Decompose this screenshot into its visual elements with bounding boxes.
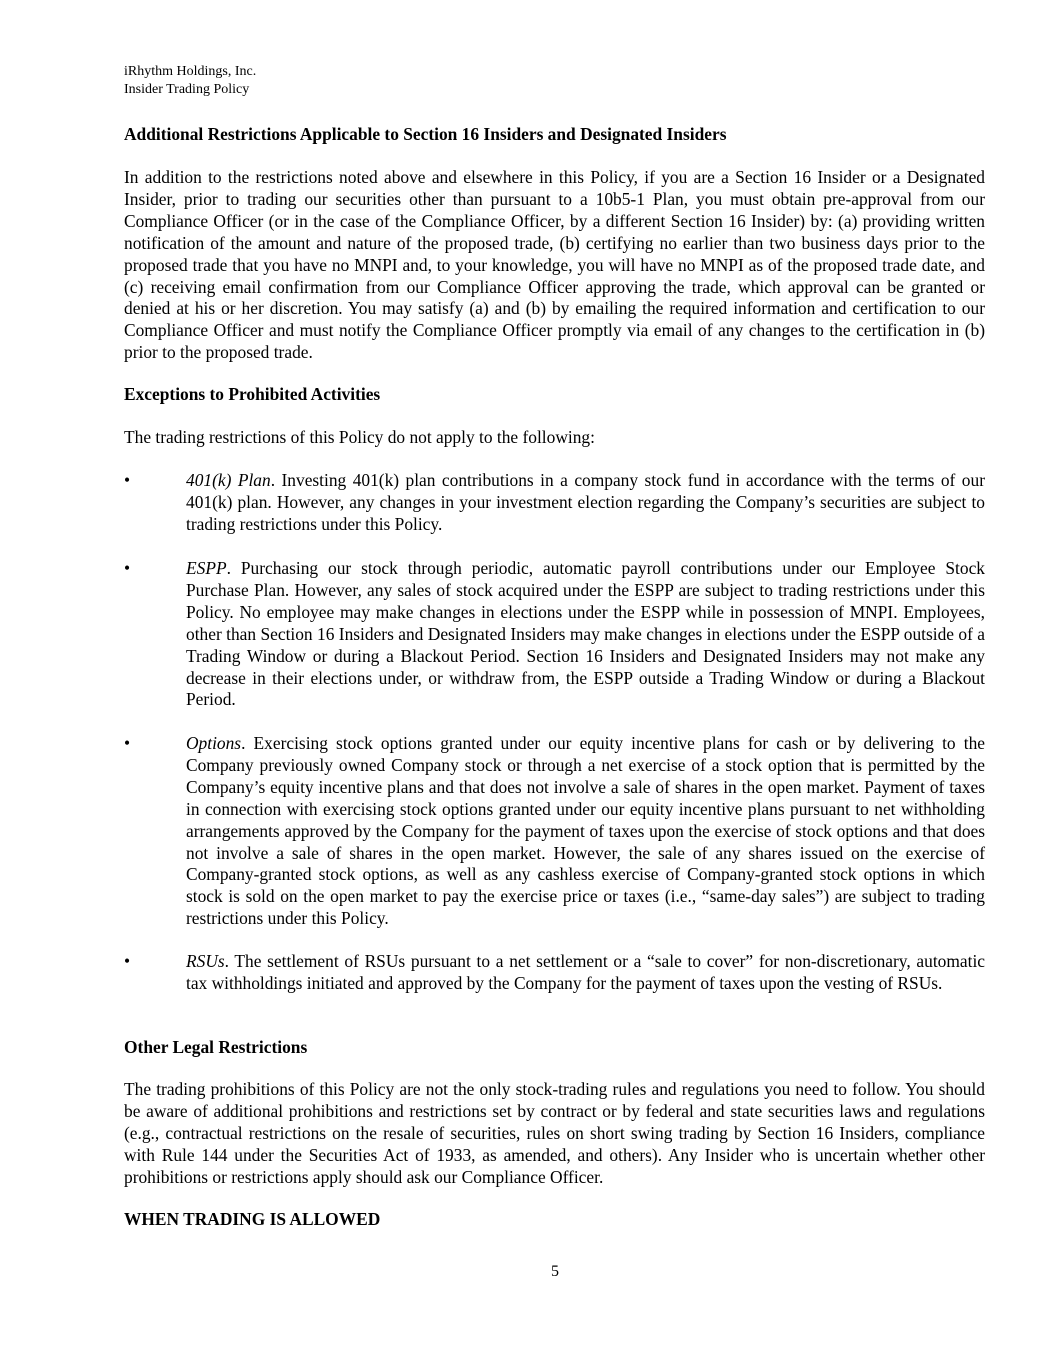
- paragraph-additional-restrictions: In addition to the restrictions noted above and elsewhere in this Policy, if you are a Section 16 Insider or a Designated Insider, prior to trading our securities other than pursuant to a 10b5-1 Plan, you must obtain pre-approval from our Compliance Officer (or in the case of the Compliance Officer, by a different Section 16 Insider) by: (a) providing written notification of the amount and nature of the proposed trade, (b) certifying no earlier than two business days prior to the proposed trade that you have no MNPI and, to your knowledge, you will have no MNPI as of the proposed trade date, and (c) receiving email confirmation from our Compliance Officer approving the trade, which approval can be granted or denied at his or her discretion. You may satisfy (a) and (b) by emailing the required information and certification to our Compliance Officer and must notify the Compliance Officer promptly via email of any changes to the certification in (b) prior to the proposed trade.: [124, 167, 985, 363]
- header-company: iRhythm Holdings, Inc.: [124, 64, 257, 79]
- term: ESPP: [186, 558, 227, 578]
- paragraph-other-legal-restrictions: The trading prohibitions of this Policy are not the only stock-trading rules and regulations you need to follow. You should be aware of additional prohibitions and restrictions set by contract or by federal and state securities laws and regulations (e.g., contractual restrictions on the resale of securities, rules on short swing trading by Section 16 Insiders, compliance with Rule 144 under the Securities Act of 1933, as amended, and others). Any Insider who is uncertain whether other prohibitions or restrictions apply should ask our Compliance Officer.: [124, 1079, 985, 1187]
- heading-additional-restrictions: Additional Restrictions Applicable to Section 16 Insiders and Designated Insiders: [124, 124, 727, 144]
- heading-when-trading-allowed: WHEN TRADING IS ALLOWED: [124, 1209, 381, 1229]
- bullet-icon: •: [124, 470, 131, 490]
- heading-other-legal-restrictions: Other Legal Restrictions: [124, 1037, 308, 1057]
- bullet-icon: •: [124, 558, 131, 578]
- item-text: . Investing 401(k) plan contributions in a company stock fund in accordance with the terms of our 401(k) plan. However, any changes in your investment election regarding the Company’s securities are subject to trading restrictions under this Policy.: [186, 470, 985, 534]
- item-text: . Exercising stock options granted under our equity incentive plans for cash or by delivering to the Company previously owned Company stock or through a net exercise of a stock option that is permitted by the Company’s equity incentive plans and that does not involve a sale of shares in the open market. Payment of taxes in connection with exercising stock options granted under our equity incentive plans pursuant to net withholding arrangements approved by the Company for the payment of taxes upon the exercise of stock options and that does not involve a sale of shares in the open market. However, the sale of any shares issued on the exercise of Company-granted stock options, as well as any cashless exercise of Company-granted stock options in which stock is sold on the open market to pay the exercise price or taxes (i.e., “same-day sales”) are subject to trading restrictions under this Policy.: [186, 733, 985, 929]
- header-document: Insider Trading Policy: [124, 82, 250, 97]
- term: RSUs: [186, 951, 225, 971]
- page-number: 5: [551, 1263, 559, 1280]
- bullet-icon: •: [124, 951, 131, 971]
- item-text: . Purchasing our stock through periodic, automatic payroll contributions under our Employee Stock Purchase Plan. However, any sales of stock acquired under the ESPP are subject to trading restrictions under this Policy. No employee may make changes in elections under the ESPP while in possession of MNPI. Employees, other than Section 16 Insiders and Designated Insiders may make changes in elections under the ESPP outside of a Trading Window or during a Blackout Period. Section 16 Insiders and Designated Insiders may not make any decrease in their elections under, or withdraw from, the ESPP outside a Trading Window or during a Blackout Period.: [186, 558, 985, 710]
- term: Options: [186, 733, 242, 753]
- list-item-rsus: [124, 951, 985, 995]
- running-header: [124, 63, 256, 99]
- paragraph-exceptions-intro: The trading restrictions of this Policy do not apply to the following:: [124, 427, 595, 447]
- list-item-401k: [124, 470, 985, 536]
- item-text: . The settlement of RSUs pursuant to a net settlement or a “sale to cover” for non-discretionary, automatic tax withholdings initiated and approved by the Company for the payment of taxes upon the vesting of RSUs.: [186, 951, 985, 993]
- list-item-options: [124, 733, 985, 930]
- term: 401(k) Plan: [186, 470, 271, 490]
- list-item-espp: [124, 558, 985, 711]
- bullet-icon: •: [124, 733, 131, 753]
- heading-exceptions: Exceptions to Prohibited Activities: [124, 384, 381, 404]
